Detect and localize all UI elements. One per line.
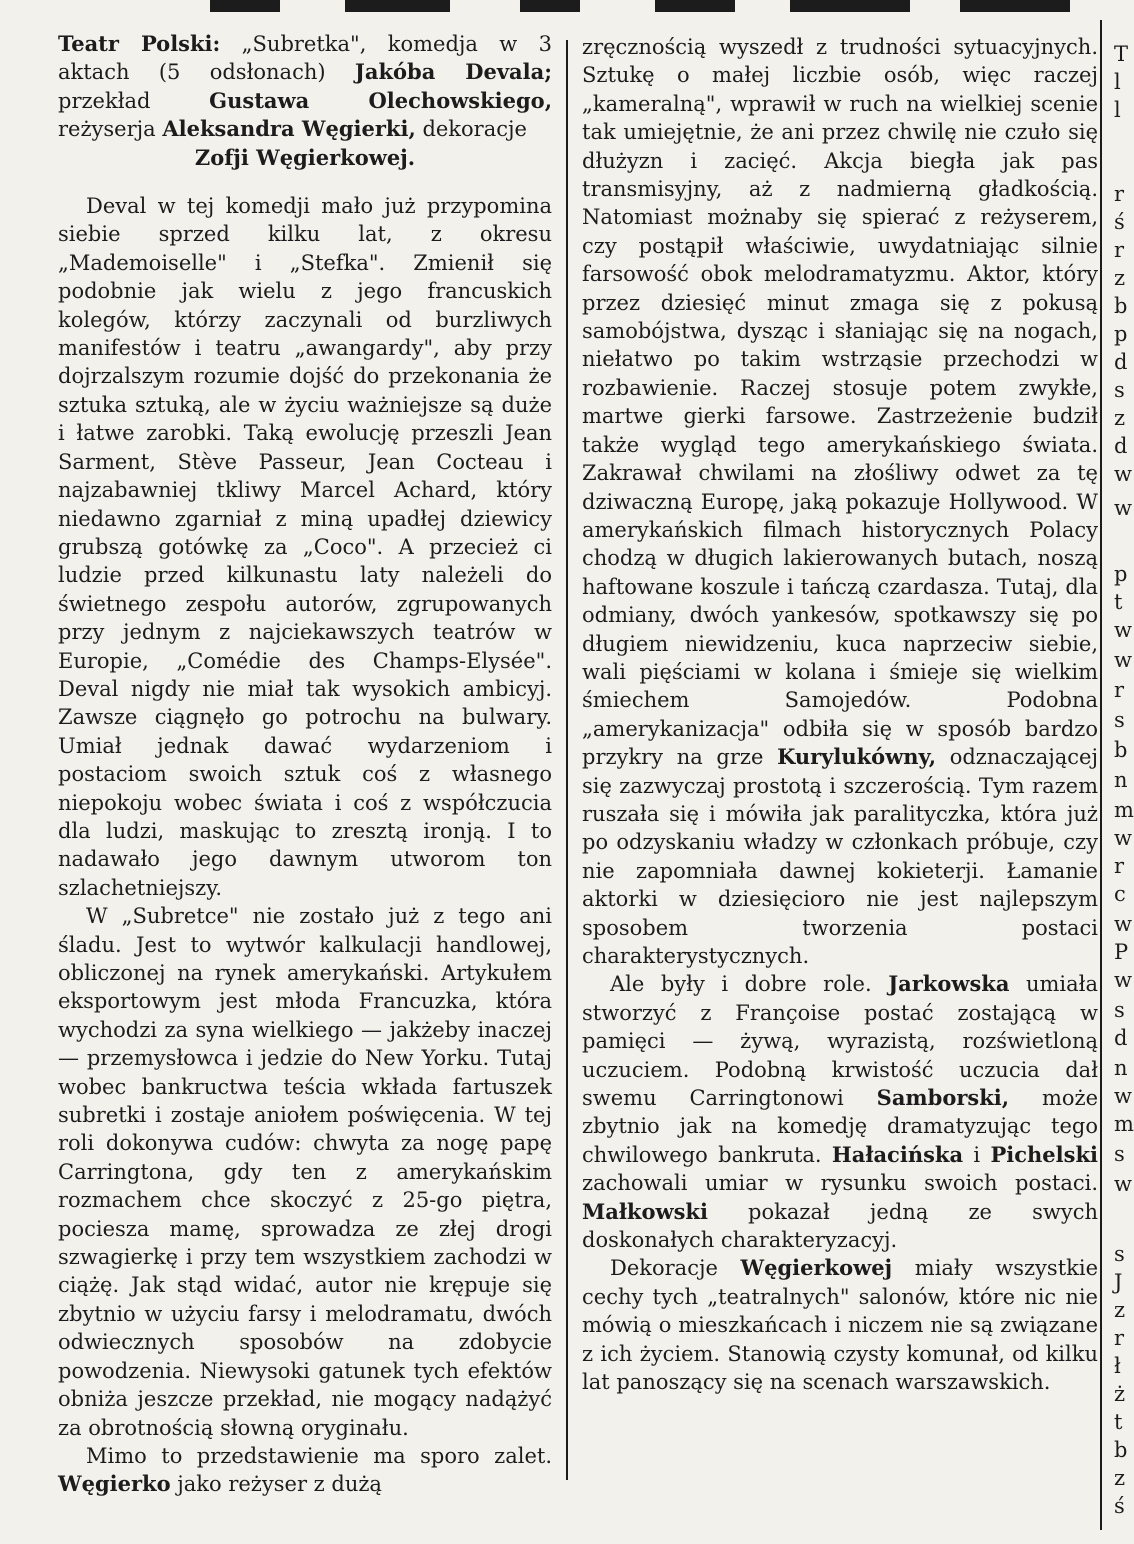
masthead-letter-fragment [960, 0, 1070, 12]
direction-label: reżyserja [58, 117, 163, 142]
paragraph: Deval w tej komedji mało już przypomina siebie sprzed kilku lat, z okresu „Mademoiselle" i „Stefka". Zmienił się podobnie jak wielu z jego francuskich kolegów, którzy zaczynali od burzliwych manifestów i teatru „awangardy", aby przy dojrzalszym rozumie dojść do przekonania że sztuka sztuką, ale w życiu ważniejsze są duże i łatwe zarobki. Taką ewolucję przeszli Jean Sarment, Stève Passeur, Jean Cocteau i najzabawniej tkliwy Marcel Achard, który niedawno zgarniał z miną upadłej dziewicy grubszą gotówkę za „Coco". A przecież ci ludzie przed kilkunastu laty należeli do świetnego zespołu autorów, zgrupowanych przy jednym z najciekawszych teatrów w Europie, „Comédie des Champs-Elysée". Deval nigdy nie miał tak wysokich ambicyj. Zawsze ciągnęło go potrochu na bulwary. Umiał jednak dawać wydarzeniom i postaciom swoich sztuk coś z własnego niepokoju wobec świata i coś z współczucia dla ludzi, maskując to zresztą ironją. I to nadawało jego dawnym utworom ton szlachetniejszy. [58, 194, 552, 900]
fragment-letter: w [1114, 648, 1132, 672]
paragraph [58, 1442, 552, 1499]
play-title: „Subretka", komedja w 3 aktach (5 odsłonach) [58, 32, 552, 85]
masthead-letter-fragment [210, 0, 280, 12]
person-name: Hałacińska [831, 1141, 964, 1167]
person-name: Węgierkowej [740, 1255, 893, 1281]
fragment-letter: t [1114, 1410, 1123, 1434]
fragment-letter: w [1114, 462, 1132, 486]
decorator-name: Zofji Węgierkowej. [194, 144, 416, 170]
text-run: umiała stworzyć z Françoise postać zostającą w pamięci — żywą, wyrazistą, rozświetloną uczuciem. Podobną krwistość uczucia dał swemu Carringtonowi [582, 972, 1098, 1111]
fragment-letter: l [1114, 70, 1121, 94]
paragraph [582, 1254, 1098, 1396]
column-divider [1100, 20, 1102, 1530]
fragment-letter: w [1114, 1172, 1132, 1196]
theatre-name: Teatr Polski: [58, 31, 221, 56]
fragment-letter: w [1114, 1084, 1132, 1108]
masthead-letter-fragment [655, 0, 735, 12]
masthead-letter-fragment [520, 0, 580, 12]
article-column-1 [58, 30, 552, 1520]
paragraph [582, 970, 1098, 1254]
fragment-letter: s [1114, 378, 1125, 402]
fragment-letter: c [1114, 882, 1126, 906]
fragment-letter: p [1114, 322, 1128, 346]
fragment-letter: m [1114, 1112, 1134, 1136]
fragment-letter: s [1114, 1242, 1125, 1266]
fragment-letter: d [1114, 350, 1128, 374]
paragraph [582, 33, 1098, 970]
fragment-letter: w [1114, 968, 1132, 992]
fragment-letter: s [1114, 1142, 1125, 1166]
paragraph: W „Subretce" nie zostało już z tego ani śladu. Jest to wytwór kalkulacji handlowej, obliczonej na rynek amerykański. Artykułem eksportowym jest młoda Francuzka, która wychodzi za syna wielkiego — jakżeby inaczej — przemysłowca i jedzie do New Yorku. Tutaj wobec bankructwa teścia wkłada fartuszek subretki i zostaje aniołem poświęcenia. W tej roli dokonywa cudów: chwyta za nogę papę Carringtona, gdy ten z amerykańskim rozmachem chce skoczyć z 25-go piętra, pociesza mamę, sprowadza ze złej drogi szwagierkę i przy tem wszystkiem zachodzi w ciążę. Jak stąd widać, autor nie krępuje się zbytnio w użyciu farsy i melodramatu, dwóch odwiecznych sposobów na zdobycie powodzenia. Niewysoki gatunek tych efektów obniża jeszcze przekład, nie mogący nadążyć za obrotnością słowną oryginału. [58, 904, 552, 1440]
fragment-letter: s [1114, 998, 1125, 1022]
author-name: Jakóba Devala; [354, 59, 552, 85]
fragment-letter: ż [1114, 1382, 1126, 1406]
column-divider [566, 40, 568, 1480]
fragment-letter: p [1114, 562, 1128, 586]
fragment-letter: r [1114, 182, 1125, 206]
translation-label: przekład [58, 88, 210, 113]
text-run: Dekoracje [610, 1256, 741, 1281]
fragment-letter: b [1114, 294, 1128, 318]
fragment-letter: m [1114, 798, 1134, 822]
fragment-letter: l [1114, 98, 1121, 122]
text-run: Mimo to przedstawienie ma sporo zalet. [86, 1443, 552, 1468]
fragment-letter: z [1114, 266, 1126, 290]
fragment-letter: d [1114, 434, 1128, 458]
fragment-letter: w [1114, 826, 1132, 850]
fragment-letter: s [1114, 708, 1125, 732]
fragment-letter: w [1114, 496, 1132, 520]
text-run: zachowali umiar w rysunku swoich postaci. [582, 1171, 1098, 1196]
fragment-letter: z [1114, 1298, 1126, 1322]
fragment-letter: r [1114, 238, 1125, 262]
text-run: pokazał jedną ze swych doskonałych charakteryzacyj. [582, 1199, 1098, 1253]
fragment-letter: t [1114, 590, 1123, 614]
fragment-letter: z [1114, 1466, 1126, 1490]
fragment-letter: n [1114, 1056, 1128, 1080]
fragment-letter: w [1114, 618, 1132, 642]
article-column-2 [582, 33, 1098, 1523]
person-name: Pichelski [990, 1141, 1098, 1167]
text-run: zręcznością wyszedł z trudności sytuacyjnych. Sztukę o małej liczbie osób, więc raczej „kameralną", wprawił w ruch na wielkiej scenie tak umiejętnie, że ani przez chwilę nie czuło się dłużyzn i zacięć. Akcja biegła jak pas transmisyjny, aż z nadmierną gładkością. Natomiast możnaby się spierać z reżyserem, czy postąpił właściwie, uwydatniając silnie farsowość obok melodramatyzmu. Aktor, który przez dziesięć minut zmaga się z pokusą samobójstwa, dysząc i słaniając się na nogach, niełatwo po takim wstrząsie przechodzi w rozbawienie. Raczej stosuje potem zwykłe, martwe gierki farsowe. Zastrzeżenie budził także wygląd tego amerykańskiego świata. Zakrawał chwilami na złośliwy odwet za tę dziwaczną Europę, jaką pokazuje Hollywood. W amerykańskich filmach historycznych Polacy chodzą w długich lakierowanych butach, noszą haftowane koszule i tańczą czardasza. Tutaj, dla odmiany, dwóch yankesów, spotkawszy się po długiem niewidzeniu, kuca naprzeciw siebie, wali pięściami w kolana i śmieje się wielkim śmiechem Samojedów. Podobna „amerykanizacja" odbiła się w sposób bardzo przykry na grze [582, 35, 1098, 770]
masthead-letter-fragment [790, 0, 910, 12]
fragment-letter: ł [1114, 1354, 1121, 1378]
fragment-letter: ś [1114, 1494, 1125, 1518]
person-name: Węgierko [58, 1471, 171, 1497]
fragment-letter: n [1114, 768, 1128, 792]
fragment-letter: P [1114, 940, 1129, 964]
person-name: Kurylukówny, [777, 744, 937, 770]
person-name: Małkowski [582, 1198, 708, 1224]
masthead-letter-fragment [345, 0, 450, 12]
director-name: Aleksandra Węgierki, [162, 116, 416, 142]
text-run: jako reżyser z dużą [170, 1472, 382, 1497]
fragment-letter: r [1114, 1326, 1125, 1350]
fragment-letter: w [1114, 912, 1132, 936]
review-header [58, 30, 552, 172]
fragment-letter: r [1114, 854, 1125, 878]
text-run: miały wszystkie cechy tych „teatralnych" salonów, które nic nie mówią o mieszkańcach i niczem nie są związane z ich życiem. Stanowią czysty komunał, od kilku lat panoszący się na scenach warszawskich. [582, 1256, 1098, 1395]
person-name: Jarkowska [888, 971, 1010, 997]
text-run: Ale były i dobre role. [610, 972, 889, 997]
decor-label: dekoracje [415, 117, 527, 142]
fragment-letter: z [1114, 406, 1126, 430]
text-run: odznaczającej się zazwyczaj prostotą i szczerością. Tym razem ruszała się i mówiła jak paralityczka, która już po odzyskaniu władzy w członkach próbuje, czy nie zapomniała dawnej kokieterji. Łamanie aktorki w dziesięcioro nie jest najlepszym sposobem tworzenia postaci charakterystycznych. [582, 745, 1098, 968]
text-run: i [963, 1142, 991, 1167]
fragment-letter: r [1114, 678, 1125, 702]
person-name: Samborski, [876, 1085, 1010, 1111]
fragment-letter: b [1114, 738, 1128, 762]
fragment-letter: ś [1114, 210, 1125, 234]
fragment-letter: b [1114, 1438, 1128, 1462]
translator-name: Gustawa Olechowskiego, [209, 87, 552, 113]
fragment-letter: T [1114, 42, 1129, 66]
top-masthead-fragment [0, 0, 1131, 12]
fragment-letter: J [1114, 1270, 1123, 1294]
fragment-letter: d [1114, 1026, 1128, 1050]
text-run: może zbytnio jak na komedję dramatyzując tego chwilowego bankruta. [582, 1086, 1098, 1167]
